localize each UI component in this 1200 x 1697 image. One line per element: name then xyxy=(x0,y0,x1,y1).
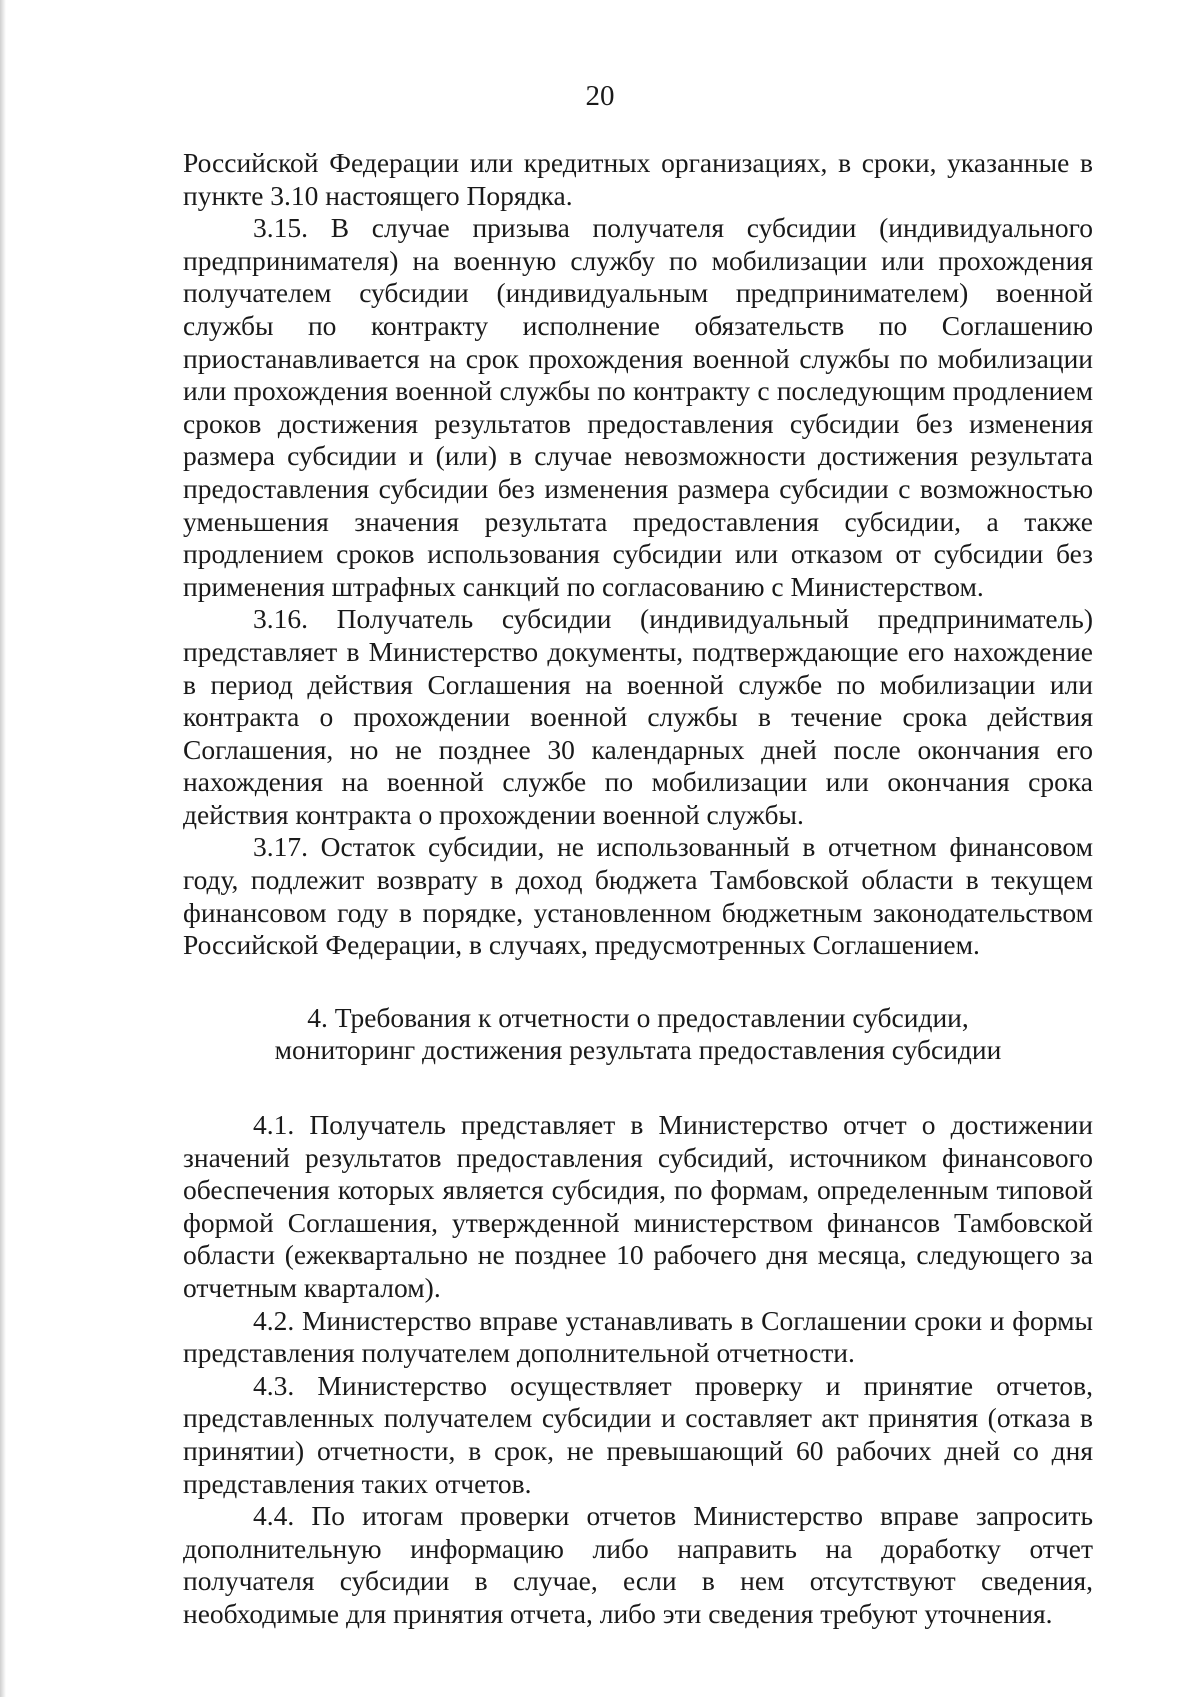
paragraph-4-3: 4.3. Министерство осуществляет проверку и принятие отчетов, представленных получателем субсидии и составляет акт принятия (отказа в принятии) отчетности, в срок, не превышающий 60 рабочих дней со дня представления таких отчетов. xyxy=(183,1369,1093,1499)
section-heading-line-2: мониторинг достижения результата предоставления субсидии xyxy=(274,1034,1002,1066)
paragraph-3-16: 3.16. Получатель субсидии (индивидуальный предприниматель) представляет в Министерство документы, подтверждающие его нахождение в период действия Соглашения на военной службе по мобилизации или контракта о прохождении военной службы в течение срока действия Соглашения, но не позднее 30 календарных дней после окончания его нахождения на военной службе по мобилизации или окончания срока действия контракта о прохождении военной службы. xyxy=(183,603,1093,830)
paragraph-4-1: 4.1. Получатель представляет в Министерство отчет о достижении значений результатов предоставления субсидий, источником финансового обеспечения которых является субсидия, по формам, определенным типовой формой Соглашения, утвержденной министерством финансов Тамбовской области (ежеквартально не позднее 10 рабочего дня месяца, следующего за отчетным кварталом). xyxy=(183,1109,1093,1303)
page-number: 20 xyxy=(585,80,615,112)
paragraph-3-17: 3.17. Остаток субсидии, не использованный в отчетном финансовом году, подлежит возврату в доход бюджета Тамбовской области в текущем финансовом году в порядке, установленном бюджетным законодательством Российской Федерации, в случаях, предусмотренных Соглашением. xyxy=(183,831,1093,961)
paragraph-4-4: 4.4. По итогам проверки отчетов Министерство вправе запросить дополнительную информацию либо направить на доработку отчет получателя субсидии в случае, если в нем отсутствуют сведения, необходимые для принятия отчета, либо эти сведения требуют уточнения. xyxy=(183,1500,1093,1629)
spacer xyxy=(183,1067,1093,1109)
spacer xyxy=(183,962,1093,1002)
paragraph-4-2: 4.2. Министерство вправе устанавливать в Соглашении сроки и формы представления получателем дополнительной отчетности. xyxy=(183,1304,1093,1369)
paragraph-continuation: Российской Федерации или кредитных организациях, в сроки, указанные в пункте 3.10 настоящего Порядка. xyxy=(183,147,1093,211)
paragraph-3-15: 3.15. В случае призыва получателя субсидии (индивидуального предпринимателя) на военную службу по мобилизации или прохождения получателем субсидии (индивидуальным предпринимателем) военной службы по контракту исполнение обязательств по Соглашению приостанавливается на срок прохождения военной службы по мобилизации или прохождения военной службы по контракту с последующим продлением сроков достижения результатов предоставления субсидии без изменения размера субсидии и (или) в случае невозможности достижения результата предоставления субсидии без изменения размера субсидии с возможностью уменьшения значения результата предоставления субсидии, а также продлением сроков использования субсидии или отказом от субсидии без применения штрафных санкций по согласованию с Министерством. xyxy=(183,212,1093,602)
document-body xyxy=(183,147,1093,1631)
section-heading-line-1: 4. Требования к отчетности о предоставлении субсидии, xyxy=(307,1001,969,1033)
scan-edge-shadow xyxy=(0,0,6,1697)
